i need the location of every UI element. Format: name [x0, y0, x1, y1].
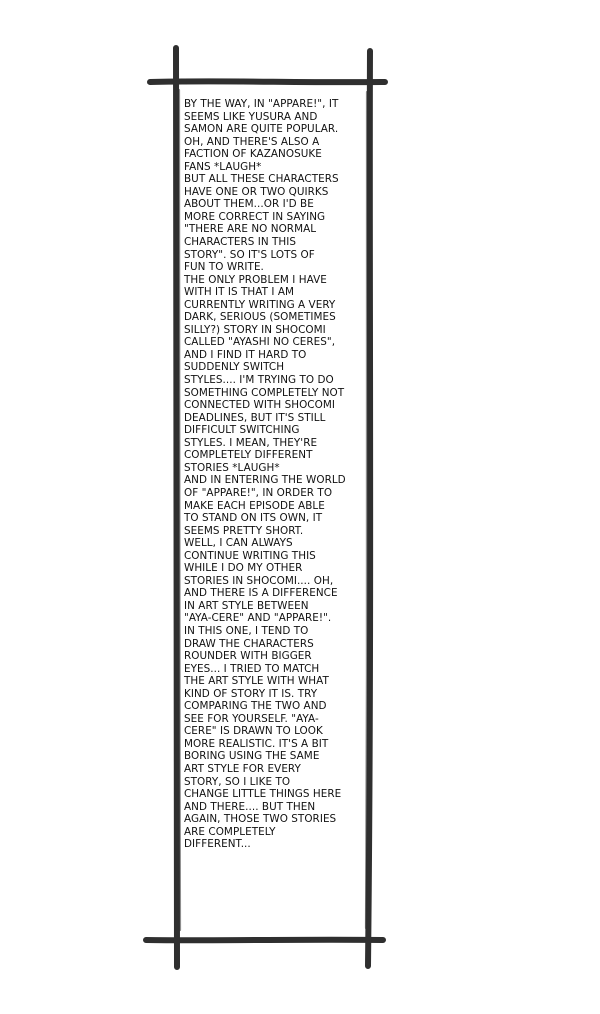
note-line: MAKE EACH EPISODE ABLE	[184, 499, 325, 512]
note-line: CONTINUE WRITING THIS	[184, 549, 316, 562]
left-frame-inner-stroke	[179, 90, 180, 930]
note-line: COMPLETELY DIFFERENT	[184, 449, 313, 462]
note-line: SOMETHING COMPLETELY NOT	[184, 386, 345, 399]
note-line: ARE COMPLETELY	[184, 825, 276, 838]
note-line: AND I FIND IT HARD TO	[184, 348, 307, 361]
note-line: STORY". SO IT'S LOTS OF	[184, 248, 315, 261]
note-line: STYLES. I MEAN, THEY'RE	[184, 436, 318, 449]
note-line: IN ART STYLE BETWEEN	[184, 599, 309, 612]
note-line: CONNECTED WITH SHOCOMI	[184, 399, 335, 412]
note-line: IN THIS ONE, I TEND TO	[184, 624, 309, 637]
note-line: AND IN ENTERING THE WORLD	[184, 474, 346, 487]
note-line: DEADLINES, BUT IT'S STILL	[184, 411, 326, 424]
note-line: STORIES IN SHOCOMI.... OH,	[184, 574, 334, 587]
note-line: MORE CORRECT IN SAYING	[184, 210, 326, 223]
note-line: WELL, I CAN ALWAYS	[184, 537, 293, 550]
note-line: BY THE WAY, IN "APPARE!", IT	[184, 98, 339, 110]
top-frame-line	[150, 81, 385, 82]
note-line: AND THERE.... BUT THEN	[184, 800, 316, 813]
note-line: ABOUT THEM...OR I'D BE	[184, 198, 314, 211]
note-line: SEE FOR YOURSELF. "AYA-	[184, 712, 319, 725]
note-line: STORY, SO I LIKE TO	[184, 775, 291, 788]
note-line: FANS *LAUGH*	[184, 160, 262, 173]
left-frame-line	[176, 48, 177, 967]
note-line: HAVE ONE OR TWO QUIRKS	[184, 185, 329, 198]
bottom-frame-line	[146, 940, 383, 941]
note-line: CURRENTLY WRITING A VERY	[184, 298, 336, 311]
note-line: ART STYLE FOR EVERY	[184, 762, 301, 775]
note-line: DARK, SERIOUS (SOMETIMES	[184, 311, 336, 324]
note-line: CALLED "AYASHI NO CERES",	[184, 336, 336, 349]
note-line: DIFFERENT...	[184, 838, 251, 851]
note-line: AGAIN, THOSE TWO STORIES	[184, 813, 337, 826]
note-line: MORE REALISTIC. IT'S A BIT	[184, 737, 329, 750]
note-line: SEEMS LIKE YUSURA AND	[184, 110, 318, 123]
author-note-text	[184, 98, 372, 938]
note-line: SUDDENLY SWITCH	[184, 361, 285, 374]
note-line: OH, AND THERE'S ALSO A	[184, 135, 320, 148]
note-line: WITH IT IS THAT I AM	[184, 286, 295, 299]
note-line: SILLY?) STORY IN SHOCOMI	[184, 323, 326, 336]
note-line: ROUNDER WITH BIGGER	[184, 650, 312, 663]
note-line: SEEMS PRETTY SHORT.	[184, 524, 304, 537]
note-line: FACTION OF KAZANOSUKE	[184, 148, 322, 161]
note-line: EYES... I TRIED TO MATCH	[184, 662, 320, 675]
note-line: CHANGE LITTLE THINGS HERE	[184, 788, 342, 801]
note-line: COMPARING THE TWO AND	[184, 700, 327, 713]
note-line: THE ART STYLE WITH WHAT	[184, 675, 329, 688]
note-line: STORIES *LAUGH*	[184, 461, 280, 474]
note-line: KIND OF STORY IT IS. TRY	[184, 687, 318, 700]
note-line: "THERE ARE NO NORMAL	[184, 223, 317, 236]
note-line: THE ONLY PROBLEM I HAVE	[184, 273, 327, 286]
note-line: STYLES.... I'M TRYING TO DO	[184, 374, 334, 387]
note-line: FUN TO WRITE.	[184, 261, 264, 274]
note-line: DRAW THE CHARACTERS	[184, 637, 314, 650]
note-line: OF "APPARE!", IN ORDER TO	[184, 486, 333, 499]
note-line: DIFFICULT SWITCHING	[184, 424, 300, 437]
note-line: AND THERE IS A DIFFERENCE	[184, 587, 338, 600]
note-line: CHARACTERS IN THIS	[184, 236, 297, 249]
note-line: WHILE I DO MY OTHER	[184, 562, 303, 575]
note-line: "AYA-CERE" AND "APPARE!".	[184, 612, 332, 625]
note-line: TO STAND ON ITS OWN, IT	[184, 512, 323, 525]
note-line: BUT ALL THESE CHARACTERS	[184, 173, 339, 186]
note-line: SAMON ARE QUITE POPULAR.	[184, 123, 339, 136]
note-line: BORING USING THE SAME	[184, 750, 320, 763]
note-line: CERE" IS DRAWN TO LOOK	[184, 725, 323, 738]
